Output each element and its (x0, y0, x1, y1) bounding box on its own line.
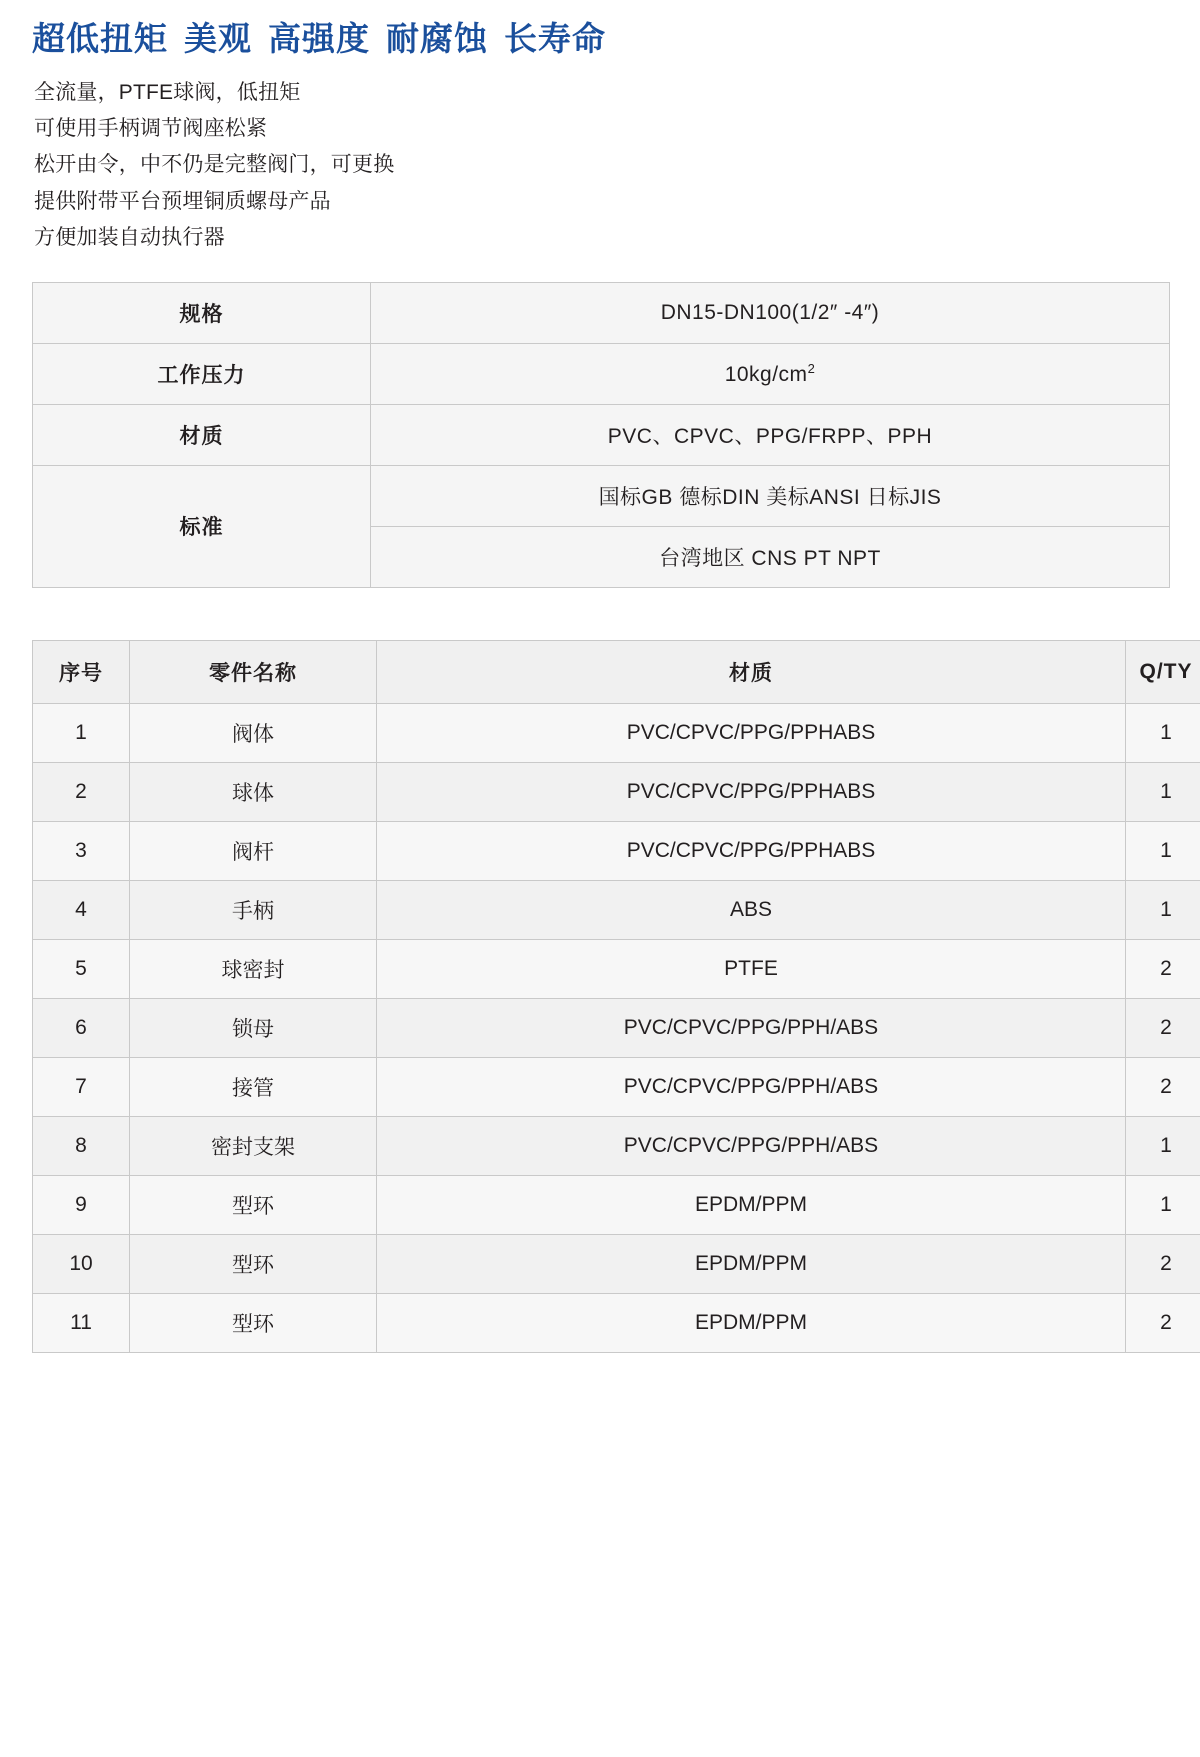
spec-label: 工作压力 (33, 343, 371, 404)
page-title (32, 18, 1170, 59)
spec-label: 规格 (33, 282, 371, 343)
cell-qty: 1 (1126, 762, 1200, 821)
cell-qty: 1 (1126, 1175, 1200, 1234)
cell-material: PVC/CPVC/PPG/PPH/ABS (377, 1057, 1126, 1116)
cell-name: 接管 (130, 1057, 377, 1116)
table-row (33, 465, 1170, 526)
cell-no: 7 (33, 1057, 130, 1116)
spec-label: 材质 (33, 404, 371, 465)
cell-material: EPDM/PPM (377, 1293, 1126, 1352)
title-part-2: 美观 (184, 20, 252, 57)
cell-name: 型环 (130, 1175, 377, 1234)
table-header-row (33, 640, 1200, 703)
table-row (33, 1175, 1200, 1234)
title-part-1: 超低扭矩 (32, 20, 168, 57)
cell-name: 阀杆 (130, 821, 377, 880)
parts-list-table (32, 640, 1200, 1353)
cell-qty: 2 (1126, 998, 1200, 1057)
cell-qty: 1 (1126, 880, 1200, 939)
cell-no: 6 (33, 998, 130, 1057)
pressure-value: 10kg/cm (724, 362, 808, 386)
cell-material: PTFE (377, 939, 1126, 998)
cell-no: 4 (33, 880, 130, 939)
cell-name: 型环 (130, 1234, 377, 1293)
cell-name: 阀体 (130, 703, 377, 762)
cell-no: 2 (33, 762, 130, 821)
cell-name: 密封支架 (130, 1116, 377, 1175)
feature-item: 可使用手柄调节阀座松紧 (34, 117, 268, 141)
cell-no: 10 (33, 1234, 130, 1293)
title-part-4: 耐腐蚀 (386, 20, 488, 57)
cell-material: PVC/CPVC/PPG/PPHABS (377, 821, 1126, 880)
cell-material: PVC/CPVC/PPG/PPHABS (377, 703, 1126, 762)
column-header-qty: Q/TY (1126, 640, 1200, 703)
spec-value: PVC、CPVC、PPG/FRPP、PPH (371, 404, 1170, 465)
cell-no: 1 (33, 703, 130, 762)
cell-qty: 1 (1126, 821, 1200, 880)
cell-material: EPDM/PPM (377, 1234, 1126, 1293)
column-header-no: 序号 (33, 640, 130, 703)
table-row (33, 703, 1200, 762)
cell-material: PVC/CPVC/PPG/PPH/ABS (377, 998, 1126, 1057)
cell-qty: 1 (1126, 1116, 1200, 1175)
specification-table (32, 282, 1170, 588)
cell-qty: 2 (1126, 1057, 1200, 1116)
spec-label: 标准 (33, 465, 371, 587)
feature-item: 提供附带平台预埋铜质螺母产品 (34, 189, 331, 213)
title-part-3: 高强度 (268, 20, 370, 57)
column-header-name: 零件名称 (130, 640, 377, 703)
cell-no: 8 (33, 1116, 130, 1175)
table-row (33, 880, 1200, 939)
column-header-material: 材质 (377, 640, 1126, 703)
table-row (33, 1293, 1200, 1352)
table-row (33, 1116, 1200, 1175)
cell-material: EPDM/PPM (377, 1175, 1126, 1234)
cell-name: 锁母 (130, 998, 377, 1057)
cell-name: 型环 (130, 1293, 377, 1352)
table-row (33, 762, 1200, 821)
cell-material: PVC/CPVC/PPG/PPHABS (377, 762, 1126, 821)
table-row (33, 821, 1200, 880)
cell-qty: 2 (1126, 939, 1200, 998)
table-row (33, 1057, 1200, 1116)
cell-qty: 1 (1126, 703, 1200, 762)
cell-no: 3 (33, 821, 130, 880)
feature-item: 全流量，PTFE球阀，低扭矩 (34, 81, 301, 105)
cell-no: 5 (33, 939, 130, 998)
cell-qty: 2 (1126, 1293, 1200, 1352)
cell-no: 9 (33, 1175, 130, 1234)
spec-value: 台湾地区 CNS PT NPT (371, 526, 1170, 587)
title-part-5: 长寿命 (504, 20, 606, 57)
spec-value: 国标GB 德标DIN 美标ANSI 日标JIS (371, 465, 1170, 526)
table-row (33, 282, 1170, 343)
cell-name: 手柄 (130, 880, 377, 939)
table-row (33, 1234, 1200, 1293)
table-row (33, 404, 1170, 465)
spec-value: DN15-DN100(1/2″ -4″) (371, 282, 1170, 343)
cell-material: ABS (377, 880, 1126, 939)
table-row (33, 998, 1200, 1057)
feature-list (34, 75, 1170, 256)
feature-item: 松开由令，中不仍是完整阀门，可更换 (34, 153, 395, 177)
pressure-exponent: 2 (807, 360, 816, 376)
spec-value (371, 343, 1170, 404)
table-row (33, 939, 1200, 998)
cell-qty: 2 (1126, 1234, 1200, 1293)
feature-item: 方便加装自动执行器 (34, 225, 225, 249)
cell-no: 11 (33, 1293, 130, 1352)
cell-name: 球体 (130, 762, 377, 821)
cell-material: PVC/CPVC/PPG/PPH/ABS (377, 1116, 1126, 1175)
table-row (33, 343, 1170, 404)
cell-name: 球密封 (130, 939, 377, 998)
